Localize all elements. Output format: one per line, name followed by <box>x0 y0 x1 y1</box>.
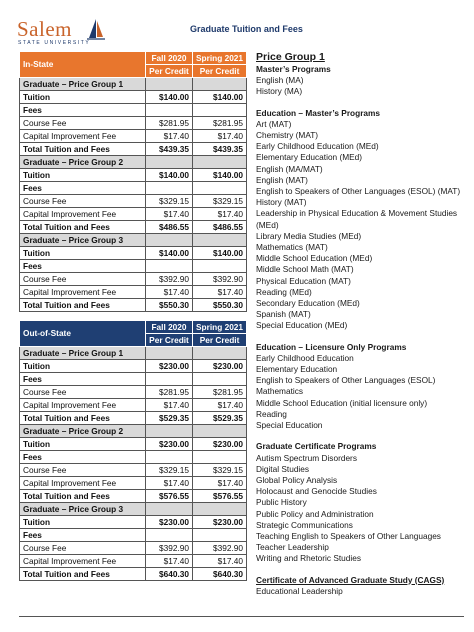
spring-2021-value: $230.00 <box>193 438 247 451</box>
program-item: Reading <box>256 408 287 419</box>
program-item: Elementary Education <box>256 364 338 375</box>
table-row <box>20 568 247 581</box>
program-item: History (MAT) <box>256 197 307 208</box>
program-item: Reading (MEd) <box>256 286 312 297</box>
table-row <box>20 273 247 286</box>
fall-2020-value: $140.00 <box>146 91 193 104</box>
row-label: Total Tuition and Fees <box>20 490 146 503</box>
row-label: Total Tuition and Fees <box>20 412 146 425</box>
fall-2020-header: Fall 2020 <box>146 52 193 65</box>
program-item: Middle School Education (MEd) <box>256 253 373 264</box>
program-item: English (MAT) <box>256 174 308 185</box>
program-item: (MEd) <box>256 219 279 230</box>
fall-2020-value <box>146 156 193 169</box>
program-item: Mathematics <box>256 386 304 397</box>
program-item: Global Policy Analysis <box>256 474 338 485</box>
row-label: Total Tuition and Fees <box>20 299 146 312</box>
section-spacer <box>256 431 466 441</box>
fall-2020-value: $17.40 <box>146 555 193 568</box>
spring-2021-value <box>193 503 247 516</box>
table-row <box>20 477 247 490</box>
spring-2021-value <box>193 156 247 169</box>
program-item: Public Policy and Administration <box>256 508 374 519</box>
program-item: Physical Education (MAT) <box>256 275 351 286</box>
spring-2021-header: Spring 2021 <box>193 52 247 65</box>
spring-2021-header: Spring 2021 <box>193 321 247 334</box>
program-item: English (MA/MAT) <box>256 163 323 174</box>
fall-2020-value: $486.55 <box>146 221 193 234</box>
fall-2020-value <box>146 503 193 516</box>
program-item: Writing and Rhetoric Studies <box>256 553 361 564</box>
spring-2021-value <box>193 234 247 247</box>
table-row <box>20 555 247 568</box>
per-credit-header: Per Credit <box>193 65 247 78</box>
table-row <box>20 464 247 477</box>
program-item: Holocaust and Genocide Studies <box>256 486 377 497</box>
row-label: Graduate – Price Group 3 <box>20 503 146 516</box>
price-group-row <box>20 425 247 438</box>
table-row <box>20 182 247 195</box>
row-label: Capital Improvement Fee <box>20 130 146 143</box>
program-item: Strategic Communications <box>256 519 353 530</box>
row-label: Fees <box>20 104 146 117</box>
table-row <box>20 91 247 104</box>
fall-2020-value: $392.90 <box>146 542 193 555</box>
row-label: Total Tuition and Fees <box>20 221 146 234</box>
price-group-row <box>20 78 247 91</box>
spring-2021-value: $140.00 <box>193 169 247 182</box>
program-item: Middle School Math (MAT) <box>256 264 354 275</box>
fall-2020-header: Fall 2020 <box>146 321 193 334</box>
row-label: Course Fee <box>20 542 146 555</box>
university-logo <box>17 18 107 48</box>
row-label: Tuition <box>20 360 146 373</box>
price-group-title: Price Group 1 <box>256 51 325 63</box>
table-row <box>20 542 247 555</box>
row-label: Total Tuition and Fees <box>20 568 146 581</box>
spring-2021-value <box>193 529 247 542</box>
table-row <box>20 490 247 503</box>
price-group-row <box>20 347 247 360</box>
table-row <box>20 399 247 412</box>
row-label: Course Fee <box>20 386 146 399</box>
row-label: Fees <box>20 182 146 195</box>
table-row <box>20 386 247 399</box>
row-label: Total Tuition and Fees <box>20 143 146 156</box>
fall-2020-value <box>146 182 193 195</box>
in-state-heading: In-State <box>20 52 146 78</box>
fall-2020-value: $329.15 <box>146 195 193 208</box>
table-row <box>20 299 247 312</box>
program-item: Public History <box>256 497 307 508</box>
program-item: Chemistry (MAT) <box>256 130 319 141</box>
fall-2020-value: $230.00 <box>146 360 193 373</box>
fall-2020-value <box>146 260 193 273</box>
row-label: Fees <box>20 260 146 273</box>
table-row <box>20 438 247 451</box>
program-item: Autism Spectrum Disorders <box>256 452 357 463</box>
section-spacer <box>256 98 466 108</box>
row-label: Fees <box>20 529 146 542</box>
row-label: Capital Improvement Fee <box>20 555 146 568</box>
spring-2021-value: $17.40 <box>193 130 247 143</box>
table-row <box>20 195 247 208</box>
program-list <box>256 51 466 597</box>
spring-2021-value: $439.35 <box>193 143 247 156</box>
table-row <box>20 529 247 542</box>
program-item: Spanish (MAT) <box>256 309 311 320</box>
per-credit-header: Per Credit <box>193 334 247 347</box>
fall-2020-value: $329.15 <box>146 464 193 477</box>
program-item: Leadership in Physical Education & Movement Studies <box>256 208 458 219</box>
spring-2021-value <box>193 347 247 360</box>
table-row <box>20 451 247 464</box>
program-item: English (MA) <box>256 75 304 86</box>
section-heading: Education – Licensure Only Programs <box>256 341 407 352</box>
program-item: Mathematics (MAT) <box>256 242 328 253</box>
fall-2020-value: $392.90 <box>146 273 193 286</box>
fall-2020-value: $640.30 <box>146 568 193 581</box>
fall-2020-value: $17.40 <box>146 399 193 412</box>
section-heading: Graduate Certificate Programs <box>256 441 377 452</box>
table-row <box>20 247 247 260</box>
fall-2020-value: $230.00 <box>146 438 193 451</box>
out-of-state-fee-table <box>19 320 247 581</box>
section-spacer <box>256 332 466 342</box>
row-label: Graduate – Price Group 1 <box>20 347 146 360</box>
spring-2021-value <box>193 78 247 91</box>
program-item: English to Speakers of Other Languages (ESOL) <box>256 375 436 386</box>
spring-2021-value <box>193 425 247 438</box>
row-label: Course Fee <box>20 273 146 286</box>
program-sections <box>256 64 466 597</box>
program-item: Early Childhood Education <box>256 352 354 363</box>
spring-2021-value: $17.40 <box>193 208 247 221</box>
table-row <box>20 117 247 130</box>
program-item: English to Speakers of Other Languages (ESOL) (MAT) <box>256 186 461 197</box>
table-row <box>20 208 247 221</box>
spring-2021-value: $140.00 <box>193 91 247 104</box>
fall-2020-value <box>146 529 193 542</box>
fall-2020-value: $550.30 <box>146 299 193 312</box>
spring-2021-value: $486.55 <box>193 221 247 234</box>
row-label: Graduate – Price Group 2 <box>20 425 146 438</box>
fall-2020-value: $17.40 <box>146 208 193 221</box>
spring-2021-value: $140.00 <box>193 247 247 260</box>
row-label: Graduate – Price Group 2 <box>20 156 146 169</box>
spring-2021-value: $281.95 <box>193 386 247 399</box>
spring-2021-value <box>193 260 247 273</box>
fall-2020-value <box>146 451 193 464</box>
row-label: Graduate – Price Group 1 <box>20 78 146 91</box>
spring-2021-value: $529.35 <box>193 412 247 425</box>
fall-2020-value: $140.00 <box>146 169 193 182</box>
row-label: Fees <box>20 451 146 464</box>
program-item: Early Childhood Education (MEd) <box>256 141 379 152</box>
section-heading: Master’s Programs <box>256 64 331 74</box>
program-item: Special Education <box>256 420 323 431</box>
fall-2020-value <box>146 234 193 247</box>
per-credit-header: Per Credit <box>146 65 193 78</box>
fall-2020-value <box>146 104 193 117</box>
table-row <box>20 104 247 117</box>
section-spacer <box>256 565 466 575</box>
row-label: Fees <box>20 373 146 386</box>
fall-2020-value: $576.55 <box>146 490 193 503</box>
table-row <box>20 373 247 386</box>
row-label: Tuition <box>20 169 146 182</box>
program-item: Library Media Studies (MEd) <box>256 230 362 241</box>
spring-2021-value <box>193 104 247 117</box>
fall-2020-value: $281.95 <box>146 386 193 399</box>
section-heading: Certificate of Advanced Graduate Study (CAGS) <box>256 574 445 585</box>
fall-2020-value <box>146 78 193 91</box>
section-heading: Education – Master’s Programs <box>256 107 381 118</box>
row-label: Course Fee <box>20 464 146 477</box>
table-row <box>20 260 247 273</box>
spring-2021-value: $576.55 <box>193 490 247 503</box>
table-row <box>20 516 247 529</box>
row-label: Capital Improvement Fee <box>20 286 146 299</box>
program-item: Art (MAT) <box>256 118 292 129</box>
fall-2020-value: $17.40 <box>146 477 193 490</box>
spring-2021-value: $640.30 <box>193 568 247 581</box>
program-item: Secondary Education (MEd) <box>256 298 360 309</box>
fall-2020-value <box>146 425 193 438</box>
spring-2021-value <box>193 182 247 195</box>
program-item: History (MA) <box>256 86 303 97</box>
spring-2021-value: $17.40 <box>193 477 247 490</box>
fall-2020-value: $529.35 <box>146 412 193 425</box>
fall-2020-value: $439.35 <box>146 143 193 156</box>
fall-2020-value: $230.00 <box>146 516 193 529</box>
table-row <box>20 130 247 143</box>
spring-2021-value: $230.00 <box>193 360 247 373</box>
program-item: Educational Leadership <box>256 585 343 596</box>
row-label: Tuition <box>20 516 146 529</box>
per-credit-header: Per Credit <box>146 334 193 347</box>
program-item: Elementary Education (MEd) <box>256 152 363 163</box>
spring-2021-value: $230.00 <box>193 516 247 529</box>
row-label: Tuition <box>20 91 146 104</box>
fall-2020-value: $140.00 <box>146 247 193 260</box>
spring-2021-value <box>193 373 247 386</box>
row-label: Capital Improvement Fee <box>20 208 146 221</box>
program-item: Middle School Education (initial licensure only) <box>256 397 428 408</box>
spring-2021-value: $17.40 <box>193 399 247 412</box>
row-label: Capital Improvement Fee <box>20 399 146 412</box>
table-row <box>20 360 247 373</box>
price-group-row <box>20 234 247 247</box>
logo-name: Salem <box>17 17 72 41</box>
fall-2020-value: $281.95 <box>146 117 193 130</box>
program-item: Digital Studies <box>256 463 310 474</box>
row-label: Tuition <box>20 438 146 451</box>
fall-2020-value <box>146 347 193 360</box>
price-group-row <box>20 156 247 169</box>
table-row <box>20 221 247 234</box>
row-label: Graduate – Price Group 3 <box>20 234 146 247</box>
spring-2021-value: $550.30 <box>193 299 247 312</box>
document-title: Graduate Tuition and Fees <box>190 24 303 34</box>
fall-2020-value: $17.40 <box>146 286 193 299</box>
table-row <box>20 169 247 182</box>
price-group-row <box>20 503 247 516</box>
sail-icon <box>87 18 105 40</box>
spring-2021-value: $392.90 <box>193 542 247 555</box>
spring-2021-value: $17.40 <box>193 286 247 299</box>
spring-2021-value <box>193 451 247 464</box>
fall-2020-value: $17.40 <box>146 130 193 143</box>
spring-2021-value: $281.95 <box>193 117 247 130</box>
out-of-state-heading: Out-of-State <box>20 321 146 347</box>
program-item: Special Education (MEd) <box>256 320 348 331</box>
spring-2021-value: $392.90 <box>193 273 247 286</box>
row-label: Course Fee <box>20 195 146 208</box>
logo-subtitle: STATE UNIVERSITY <box>18 40 91 46</box>
table-row <box>20 412 247 425</box>
spring-2021-value: $329.15 <box>193 464 247 477</box>
fall-2020-value <box>146 373 193 386</box>
table-row <box>20 286 247 299</box>
spring-2021-value: $329.15 <box>193 195 247 208</box>
row-label: Tuition <box>20 247 146 260</box>
in-state-fee-table <box>19 51 247 312</box>
table-row <box>20 143 247 156</box>
row-label: Course Fee <box>20 117 146 130</box>
row-label: Capital Improvement Fee <box>20 477 146 490</box>
spring-2021-value: $17.40 <box>193 555 247 568</box>
program-item: Teacher Leadership <box>256 542 329 553</box>
bottom-divider <box>19 616 464 617</box>
program-item: Teaching English to Speakers of Other Languages <box>256 530 441 541</box>
